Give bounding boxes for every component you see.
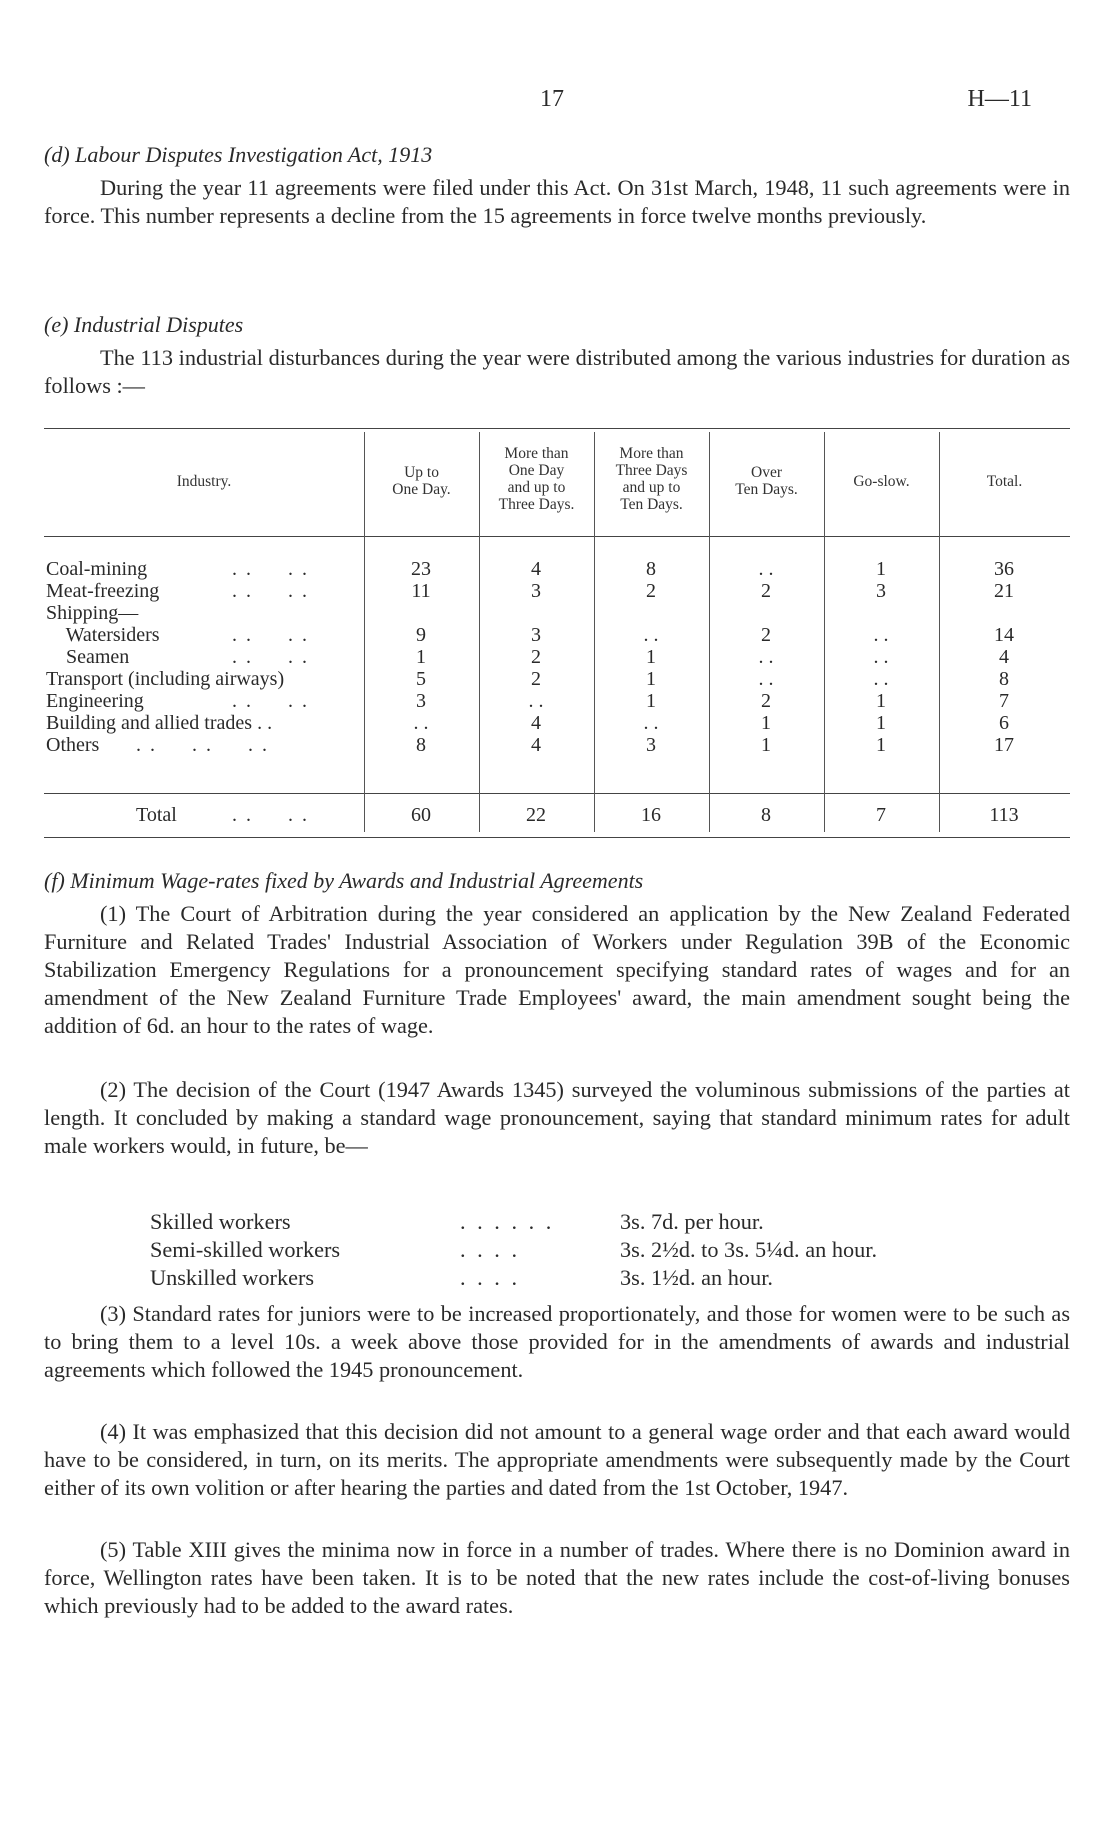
section-e-paragraph: The 113 industrial disturbances during the year were distributed among the various industries for duration as follows :—	[44, 345, 1070, 398]
table-cell: 6	[999, 712, 1009, 734]
rate-leader-dots: . . . .	[460, 1265, 521, 1290]
total-cell: 16	[641, 804, 661, 826]
rate-amount: 3s. 7d. per hour.	[620, 1209, 764, 1234]
table-row	[44, 690, 1070, 712]
table-cell: 21	[994, 580, 1014, 602]
row-leader-dots: . . . .	[232, 580, 309, 602]
table-row	[44, 602, 1070, 624]
table-cell: 3	[876, 580, 886, 602]
total-cell: 7	[876, 804, 886, 826]
total-label: Total	[136, 804, 177, 826]
page-header	[0, 86, 1114, 118]
column-header-over-ten-days: Over Ten Days.	[735, 464, 798, 498]
table-cell: 1	[876, 558, 886, 580]
table-row	[44, 668, 1070, 690]
table-cell: 3	[531, 580, 541, 602]
table-cell: 3	[646, 734, 656, 756]
table-bottom-rule	[44, 837, 1070, 838]
table-row	[44, 558, 1070, 580]
table-cell: 14	[994, 624, 1014, 646]
section-d-heading: (d) Labour Disputes Investigation Act, 1913	[44, 142, 433, 167]
table-cell: 8	[416, 734, 426, 756]
table-cell: . .	[528, 690, 544, 712]
table-cell: 2	[761, 580, 771, 602]
table-cell: 1	[876, 712, 886, 734]
table-cell: 2	[646, 580, 656, 602]
wage-rates-list	[150, 1208, 1050, 1292]
table-cell: 9	[416, 624, 426, 646]
rate-leader-dots: . . . .	[460, 1237, 521, 1262]
row-label: Building and allied trades . .	[46, 712, 273, 734]
table-row	[44, 580, 1070, 602]
row-leader-dots: . . . .	[232, 624, 309, 646]
table-cell: . .	[873, 624, 889, 646]
rate-amount: 3s. 2½d. to 3s. 5¼d. an hour.	[620, 1237, 878, 1262]
column-header-industry: Industry.	[176, 473, 232, 490]
column-header-one-to-three-days: More than One Day and up to Three Days.	[498, 445, 575, 513]
table-cell: 2	[761, 690, 771, 712]
table-cell: 7	[999, 690, 1009, 712]
document-reference: H—11	[967, 86, 1032, 112]
table-total-row	[44, 804, 1070, 826]
table-cell: . .	[758, 558, 774, 580]
row-label: Seamen	[46, 646, 130, 668]
column-header-total: Total.	[986, 473, 1023, 490]
table-cell: . .	[413, 712, 429, 734]
row-leader-dots: . . . .	[232, 646, 309, 668]
section-f-heading: (f) Minimum Wage-rates fixed by Awards and Industrial Agreements	[44, 868, 644, 893]
table-cell: 4	[531, 734, 541, 756]
row-leader-dots: . . . . . .	[136, 734, 269, 756]
table-cell: 2	[531, 668, 541, 690]
table-cell: 36	[994, 558, 1014, 580]
table-cell: 17	[994, 734, 1014, 756]
section-f-paragraph-1: (1) The Court of Arbitration during the year considered an application by the New Zealand Federated Furniture and Related Trades' Industrial Association of Workers under Regulation 39B of the Economic Stabilization Emergency Regulations for a pronouncement specifying standard rates of wages and for an amendment of the New Zealand Furniture Trade Employees' award, the main amendment sought being the addition of 6d. an hour to the rates of wage.	[44, 901, 1070, 1038]
rate-row-semi-skilled	[150, 1236, 1050, 1264]
table-row	[44, 624, 1070, 646]
section-e-heading: (e) Industrial Disputes	[44, 312, 244, 337]
row-label: Meat-freezing	[46, 580, 160, 602]
rate-row-skilled	[150, 1208, 1050, 1236]
rate-amount: 3s. 1½d. an hour.	[620, 1265, 773, 1290]
row-label: Others	[46, 734, 100, 756]
rate-label: Semi-skilled workers	[150, 1237, 341, 1262]
section-d-paragraph: During the year 11 agreements were filed under this Act. On 31st March, 1948, 11 such agreements were in force. This number represents a decline from the 15 agreements in force twelve months previously.	[44, 175, 1070, 228]
table-total-rule	[44, 793, 1070, 794]
table-cell: 1	[876, 690, 886, 712]
table-row	[44, 734, 1070, 756]
table-header-rule	[44, 536, 1070, 537]
page-number: 17	[540, 86, 564, 112]
table-cell: . .	[643, 624, 659, 646]
table-cell: 8	[646, 558, 656, 580]
column-header-three-to-ten-days: More than Three Days and up to Ten Days.	[615, 445, 688, 513]
total-cell: 60	[411, 804, 431, 826]
section-f-paragraph-4: (4) It was emphasized that this decision did not amount to a general wage order and that each award would have to be considered, in turn, on its merits. The appropriate amendments were subsequently made by the Court either of its own volition or after hearing the parties and dated from the 1st October, 1947.	[44, 1419, 1070, 1500]
table-cell: 1	[761, 712, 771, 734]
row-leader-dots: . . . .	[232, 690, 309, 712]
table-cell: . .	[758, 646, 774, 668]
table-cell: 1	[646, 690, 656, 712]
table-cell: 2	[761, 624, 771, 646]
row-label: Transport (including airways)	[46, 668, 285, 690]
rate-leader-dots: . . . . . .	[460, 1209, 555, 1234]
rate-label: Unskilled workers	[150, 1265, 315, 1290]
table-cell: 1	[761, 734, 771, 756]
table-cell: 4	[999, 646, 1009, 668]
table-cell: 4	[531, 558, 541, 580]
table-cell: 3	[531, 624, 541, 646]
row-leader-dots: . . . .	[232, 558, 309, 580]
rate-label: Skilled workers	[150, 1209, 291, 1234]
table-cell: 4	[531, 712, 541, 734]
table-cell: 1	[876, 734, 886, 756]
total-cell: 8	[761, 804, 771, 826]
table-cell: . .	[643, 712, 659, 734]
column-header-go-slow: Go-slow.	[853, 473, 910, 490]
column-header-up-to-one-day: Up to One Day.	[392, 464, 451, 498]
table-cell: 23	[411, 558, 431, 580]
table-cell: 3	[416, 690, 426, 712]
row-label: Coal-mining	[46, 558, 148, 580]
table-cell: . .	[873, 668, 889, 690]
table-cell: 1	[646, 646, 656, 668]
table-cell: . .	[758, 668, 774, 690]
table-cell: 5	[416, 668, 426, 690]
table-cell: . .	[873, 646, 889, 668]
table-cell: 2	[531, 646, 541, 668]
table-cell: 1	[646, 668, 656, 690]
table-cell: 8	[999, 668, 1009, 690]
total-cell: 113	[989, 804, 1019, 826]
table-row	[44, 712, 1070, 734]
total-cell: 22	[526, 804, 546, 826]
section-f-paragraph-5: (5) Table XIII gives the minima now in force in a number of trades. Where there is no Dominion award in force, Wellington rates have been taken. It is to be noted that the new rates include the cost-of-living bonuses which previously had to be added to the award rates.	[44, 1537, 1070, 1618]
table-row	[44, 646, 1070, 668]
section-f-paragraph-2: (2) The decision of the Court (1947 Awards 1345) surveyed the voluminous submissions of the parties at length. It concluded by making a standard wage pronouncement, saying that standard minimum rates for adult male workers would, in future, be—	[44, 1077, 1070, 1158]
row-label: Shipping—	[46, 602, 139, 624]
table-cell: 11	[411, 580, 431, 602]
industrial-disputes-table	[44, 428, 1070, 840]
table-top-rule	[44, 428, 1070, 429]
rate-row-unskilled	[150, 1264, 1050, 1292]
row-label: Engineering	[46, 690, 144, 712]
total-leader-dots: . . . .	[232, 804, 309, 826]
section-f-paragraph-3: (3) Standard rates for juniors were to be increased proportionately, and those for women were to be such as to bring them to a level 10s. a week above those provided for in the amendments of awards and industrial agreements which followed the 1945 pronouncement.	[44, 1301, 1070, 1382]
row-label: Watersiders	[46, 624, 160, 646]
table-cell: 1	[416, 646, 426, 668]
